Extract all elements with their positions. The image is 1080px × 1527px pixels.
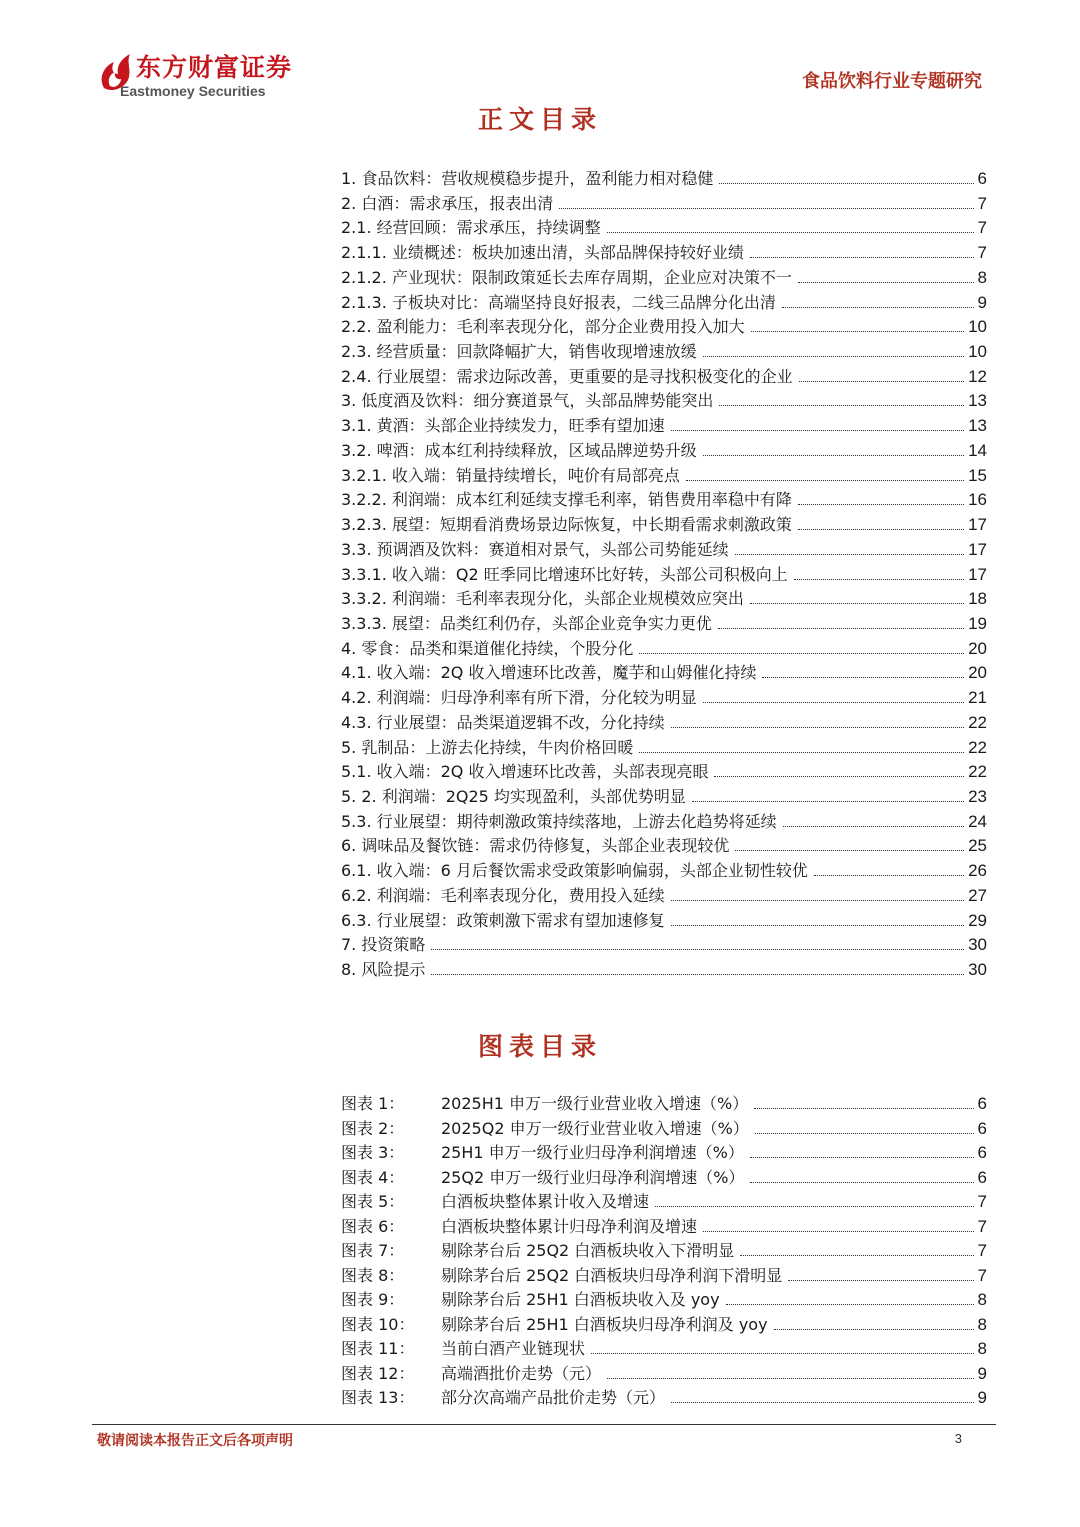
figure-entry-number: 图表 2： [341, 1118, 405, 1138]
toc-entry[interactable] [341, 957, 987, 982]
toc-entry[interactable] [341, 660, 987, 685]
dot-leader [719, 183, 973, 184]
toc-entry-label: 2.1. 经营回顾：需求承压，持续调整 [341, 218, 601, 238]
figure-entry[interactable] [341, 1214, 987, 1239]
toc-entry[interactable] [341, 537, 987, 562]
toc-entry[interactable] [341, 809, 987, 834]
toc-entry-label: 3.2.3. 展望：短期看消费场景边际恢复，中长期看需求刺激政策 [341, 515, 792, 535]
toc-entry[interactable] [341, 735, 987, 760]
entry-page-number: 10 [968, 317, 987, 337]
figure-entry-label [341, 1385, 665, 1408]
toc-entry[interactable] [341, 883, 987, 908]
toc-entry[interactable] [341, 908, 987, 933]
dot-leader [655, 1206, 974, 1207]
toc-title: 正文目录 [477, 105, 602, 134]
figure-entry-caption: 剔除茅台后 25H1 白酒板块归母净利润及 yoy [441, 1314, 768, 1334]
dot-leader [431, 949, 964, 950]
dot-leader [639, 653, 964, 654]
dot-leader [750, 257, 974, 258]
toc-entry[interactable] [341, 833, 987, 858]
figure-entry-caption: 当前白酒产业链现状 [441, 1339, 586, 1358]
dot-leader [671, 430, 964, 431]
toc-entry-label: 2.1.1. 业绩概述：板块加速出清，头部品牌保持较好业绩 [341, 243, 744, 263]
toc-entry-label: 3.3.1. 收入端：Q2 旺季同比增速环比好转，头部公司积极向上 [341, 564, 788, 584]
entry-page-number: 17 [968, 539, 987, 559]
entry-page-number: 24 [968, 811, 987, 831]
dot-leader [755, 1133, 974, 1134]
figure-entry-caption: 部分次高端产品批价走势（元） [441, 1388, 666, 1407]
figure-entry-number: 图表 6： [341, 1216, 405, 1236]
entry-page-number: 9 [977, 1388, 987, 1407]
toc-entry-label: 7. 投资策略 [341, 935, 426, 955]
entry-page-number: 30 [968, 935, 987, 955]
dot-leader [671, 900, 964, 901]
entry-page-number: 14 [968, 440, 987, 460]
figure-entry-caption: 白酒板块整体累计收入及增速 [441, 1192, 650, 1211]
toc-entry[interactable] [341, 265, 987, 290]
toc-entry[interactable] [341, 364, 987, 389]
dot-leader [718, 628, 964, 629]
dot-leader [607, 232, 974, 233]
figure-entry[interactable] [341, 1116, 987, 1141]
toc-entry-label: 2.1.3. 子板块对比：高端坚持良好报表，二线三品牌分化出清 [341, 292, 776, 312]
brand-logo [96, 52, 316, 102]
toc-entry[interactable] [341, 487, 987, 512]
toc-entry-label: 5. 2. 利润端：2Q25 均实现盈利，头部优势明显 [341, 786, 686, 806]
toc-entry-label: 2.2. 盈利能力：毛利率表现分化，部分企业费用投入加大 [341, 317, 745, 337]
toc-entry[interactable] [341, 388, 987, 413]
dot-leader [703, 455, 964, 456]
toc-entry-label: 4.3. 行业展望：品类渠道逻辑不改，分化持续 [341, 712, 665, 732]
entry-page-number: 16 [968, 490, 987, 510]
toc-entry[interactable] [341, 290, 987, 315]
figure-entry-label [341, 1214, 697, 1237]
dot-leader [591, 1353, 974, 1354]
figure-entry-number: 图表 8： [341, 1265, 405, 1285]
toc-entry[interactable] [341, 438, 987, 463]
entry-page-number: 7 [977, 243, 987, 263]
toc-entry-label: 2.4. 行业展望：需求边际改善，更重要的是寻找积极变化的企业 [341, 366, 793, 386]
entry-page-number: 17 [968, 515, 987, 535]
entry-page-number: 20 [968, 638, 987, 658]
entry-page-number: 8 [977, 267, 987, 287]
toc-entry-label: 3.3.2. 利润端：毛利率表现分化，头部企业规模效应突出 [341, 589, 744, 609]
toc-entry-label: 5.1. 收入端：2Q 收入增速环比改善，头部表现亮眼 [341, 762, 709, 782]
dot-leader [703, 356, 964, 357]
toc-entry-label: 3.1. 黄酒：头部企业持续发力，旺季有望加速 [341, 416, 665, 436]
dot-leader [799, 381, 964, 382]
toc-entry[interactable] [341, 166, 987, 191]
logo-english-name: Eastmoney Securities [120, 83, 266, 99]
dot-leader [559, 208, 973, 209]
dot-leader [740, 1255, 973, 1256]
entry-page-number: 6 [977, 1118, 987, 1138]
entry-page-number: 12 [968, 366, 987, 386]
entry-page-number: 25 [968, 836, 987, 856]
entry-page-number: 21 [968, 688, 987, 708]
figure-entry-label [341, 1361, 601, 1384]
entry-page-number: 23 [968, 786, 987, 806]
figure-entry-caption: 25H1 申万一级行业归母净利润增速（%） [441, 1143, 744, 1162]
toc-entry-label: 8. 风险提示 [341, 960, 426, 979]
entry-page-number: 7 [977, 1241, 987, 1260]
toc-entry[interactable] [341, 932, 987, 957]
figure-entry[interactable] [341, 1287, 987, 1312]
toc-entry-label: 3.2. 啤酒：成本红利持续释放，区域品牌逆势升级 [341, 440, 697, 460]
toc-entry[interactable] [341, 586, 987, 611]
dot-leader [735, 554, 964, 555]
toc-entry-label: 2. 白酒：需求承压，报表出清 [341, 193, 554, 213]
toc-entry[interactable] [341, 784, 987, 809]
page-number: 3 [954, 1431, 962, 1446]
toc-entry-label: 6. 调味品及餐饮链：需求仍待修复，头部企业表现较优 [341, 836, 730, 856]
logo-chinese-name: 东方财富证券 [136, 53, 293, 82]
dot-leader [686, 480, 964, 481]
figure-entry-caption: 剔除茅台后 25Q2 白酒板块收入下滑明显 [441, 1241, 735, 1260]
entry-page-number: 7 [977, 1192, 987, 1211]
dot-leader [671, 925, 964, 926]
figure-entry-number: 图表 9： [341, 1290, 405, 1309]
toc-entry[interactable] [341, 339, 987, 364]
entry-page-number: 9 [977, 1363, 987, 1383]
page-header [0, 0, 1080, 110]
entry-page-number: 8 [977, 1314, 987, 1334]
figure-entry-number: 图表 1： [341, 1094, 405, 1113]
dot-leader [814, 875, 964, 876]
figure-entry-number: 图表 11： [341, 1339, 415, 1358]
dot-leader [754, 1108, 973, 1109]
figure-entry-label [341, 1263, 782, 1286]
figure-entry-label [341, 1140, 744, 1163]
dot-leader [703, 1231, 974, 1232]
dot-leader [750, 1182, 973, 1183]
entry-page-number: 29 [968, 910, 987, 930]
figure-entry-label [341, 1336, 585, 1359]
footer-divider [92, 1424, 996, 1425]
figure-list [341, 1091, 987, 1410]
toc-entry[interactable] [341, 512, 987, 537]
entry-page-number: 9 [977, 292, 987, 312]
figure-entry-caption: 高端酒批价走势（元） [441, 1363, 602, 1383]
toc-entry[interactable] [341, 413, 987, 438]
figure-entry-caption: 剔除茅台后 25H1 白酒板块收入及 yoy [441, 1290, 720, 1309]
figure-entry[interactable] [341, 1385, 987, 1410]
entry-page-number: 8 [977, 1339, 987, 1358]
toc-entry-label: 3.3. 预调酒及饮料：赛道相对景气，头部公司势能延续 [341, 539, 729, 559]
figure-entry[interactable] [341, 1165, 987, 1190]
dot-leader [719, 405, 964, 406]
entry-page-number: 7 [977, 1265, 987, 1285]
toc-entry[interactable] [341, 314, 987, 339]
figure-entry[interactable] [341, 1091, 987, 1116]
figure-entry-number: 图表 4： [341, 1167, 405, 1187]
entry-page-number: 7 [977, 218, 987, 238]
toc-entry[interactable] [341, 562, 987, 587]
toc-entry[interactable] [341, 215, 987, 240]
figures-title: 图表目录 [477, 1032, 602, 1061]
toc-entry[interactable] [341, 710, 987, 735]
figure-entry[interactable] [341, 1140, 987, 1165]
dot-leader [783, 826, 964, 827]
entry-page-number: 6 [977, 1167, 987, 1187]
figure-entry-label [341, 1116, 749, 1139]
toc-entry-label: 6.1. 收入端：6 月后餐饮需求受政策影响偏弱，头部企业韧性较优 [341, 861, 808, 881]
entry-page-number: 27 [968, 885, 987, 905]
toc-entry-label: 3.2.2. 利润端：成本红利延续支撑毛利率，销售费用率稳中有降 [341, 490, 792, 510]
entry-page-number: 7 [977, 193, 987, 213]
figure-entry-caption: 2025Q2 申万一级行业营业收入增速（%） [441, 1118, 749, 1138]
entry-page-number: 22 [968, 762, 987, 782]
toc-entry[interactable] [341, 636, 987, 661]
toc-entry-label: 3.2.1. 收入端：销量持续增长，吨价有局部亮点 [341, 465, 680, 485]
dot-leader [751, 331, 964, 332]
entry-page-number: 13 [968, 416, 987, 436]
toc-entry-label: 4.1. 收入端：2Q 收入增速环比改善，魔芋和山姆催化持续 [341, 663, 757, 683]
dot-leader [692, 801, 964, 802]
toc-entry-label: 2.3. 经营质量：回款降幅扩大，销售收现增速放缓 [341, 342, 697, 362]
figure-entry[interactable] [341, 1238, 987, 1263]
dot-leader [750, 603, 964, 604]
toc-entry-label: 5. 乳制品：上游去化持续，牛肉价格回暖 [341, 737, 634, 757]
table-of-contents [341, 166, 987, 982]
figure-entry-caption: 25Q2 申万一级行业归母净利润增速（%） [441, 1167, 745, 1187]
entry-page-number: 15 [968, 465, 987, 485]
entry-page-number: 22 [968, 712, 987, 732]
dot-leader [788, 1280, 973, 1281]
entry-page-number: 6 [977, 169, 987, 188]
toc-entry-label: 4.2. 利润端：归母净利率有所下滑，分化较为明显 [341, 688, 697, 708]
figure-entry-caption: 2025H1 申万一级行业营业收入增速（%） [441, 1094, 749, 1113]
figure-entry-number: 图表 5： [341, 1192, 405, 1211]
figure-entry-number: 图表 3： [341, 1143, 405, 1162]
dot-leader [639, 752, 964, 753]
toc-entry-label: 5.3. 行业展望：期待刺激政策持续落地，上游去化趋势将延续 [341, 811, 777, 831]
dot-leader [798, 282, 974, 283]
report-type: 食品饮料行业专题研究 [802, 71, 982, 92]
dot-leader [607, 1378, 974, 1379]
dot-leader [798, 504, 964, 505]
entry-page-number: 30 [968, 960, 987, 979]
entry-page-number: 8 [977, 1290, 987, 1309]
entry-page-number: 20 [968, 663, 987, 683]
figure-entry-number: 图表 7： [341, 1241, 405, 1260]
figure-entry-number: 图表 13： [341, 1388, 415, 1407]
dot-leader [794, 579, 964, 580]
figure-entry-caption: 白酒板块整体累计归母净利润及增速 [441, 1216, 698, 1236]
entry-page-number: 6 [977, 1094, 987, 1113]
toc-entry[interactable] [341, 759, 987, 784]
dot-leader [762, 677, 964, 678]
entry-page-number: 19 [968, 613, 987, 633]
dot-leader [714, 776, 964, 777]
entry-page-number: 17 [968, 564, 987, 584]
dot-leader [798, 529, 964, 530]
entry-page-number: 7 [977, 1216, 987, 1236]
figure-entry-caption: 剔除茅台后 25Q2 白酒板块归母净利润下滑明显 [441, 1265, 783, 1285]
dot-leader [703, 702, 964, 703]
figure-entry[interactable] [341, 1189, 987, 1214]
entry-page-number: 18 [968, 589, 987, 609]
figure-entry-label [341, 1091, 748, 1114]
toc-entry-label: 3.3.3. 展望：品类红利仍存，头部企业竞争实力更优 [341, 613, 712, 633]
figure-entry-label [341, 1189, 649, 1212]
toc-entry-label: 2.1.2. 产业现状：限制政策延长去库存周期，企业应对决策不一 [341, 267, 792, 287]
dot-leader [671, 1402, 974, 1403]
entry-page-number: 22 [968, 737, 987, 757]
entry-page-number: 10 [968, 342, 987, 362]
entry-page-number: 26 [968, 861, 987, 881]
dot-leader [774, 1329, 974, 1330]
toc-entry[interactable] [341, 611, 987, 636]
toc-entry-label: 1. 食品饮料：营收规模稳步提升，盈利能力相对稳健 [341, 169, 714, 188]
figure-entry[interactable] [341, 1312, 987, 1337]
dot-leader [782, 307, 974, 308]
toc-entry-label: 3. 低度酒及饮料：细分赛道景气，头部品牌势能突出 [341, 391, 714, 411]
toc-entry[interactable] [341, 463, 987, 488]
footer-disclaimer: 敬请阅读本报告正文后各项声明 [97, 1433, 293, 1449]
toc-entry-label: 6.2. 利润端：毛利率表现分化，费用投入延续 [341, 885, 665, 905]
dot-leader [750, 1157, 974, 1158]
entry-page-number: 13 [968, 391, 987, 411]
dot-leader [726, 1304, 974, 1305]
figure-entry[interactable] [341, 1336, 987, 1361]
toc-entry-label: 6.3. 行业展望：政策刺激下需求有望加速修复 [341, 910, 665, 930]
dot-leader [671, 727, 964, 728]
entry-page-number: 6 [977, 1143, 987, 1162]
figure-entry-number: 图表 12： [341, 1363, 415, 1383]
toc-entry[interactable] [341, 858, 987, 883]
toc-entry-label: 4. 零食：品类和渠道催化持续，个股分化 [341, 638, 634, 658]
figure-entry-label [341, 1287, 720, 1310]
toc-entry[interactable] [341, 191, 987, 216]
toc-entry[interactable] [341, 240, 987, 265]
figure-entry-number: 图表 10： [341, 1314, 415, 1334]
dot-leader [735, 850, 964, 851]
toc-entry[interactable] [341, 685, 987, 710]
figure-entry-label [341, 1312, 768, 1335]
figure-entry-label [341, 1165, 744, 1188]
figure-entry-label [341, 1238, 734, 1261]
figure-entry[interactable] [341, 1361, 987, 1386]
dot-leader [431, 974, 964, 975]
figure-entry[interactable] [341, 1263, 987, 1288]
